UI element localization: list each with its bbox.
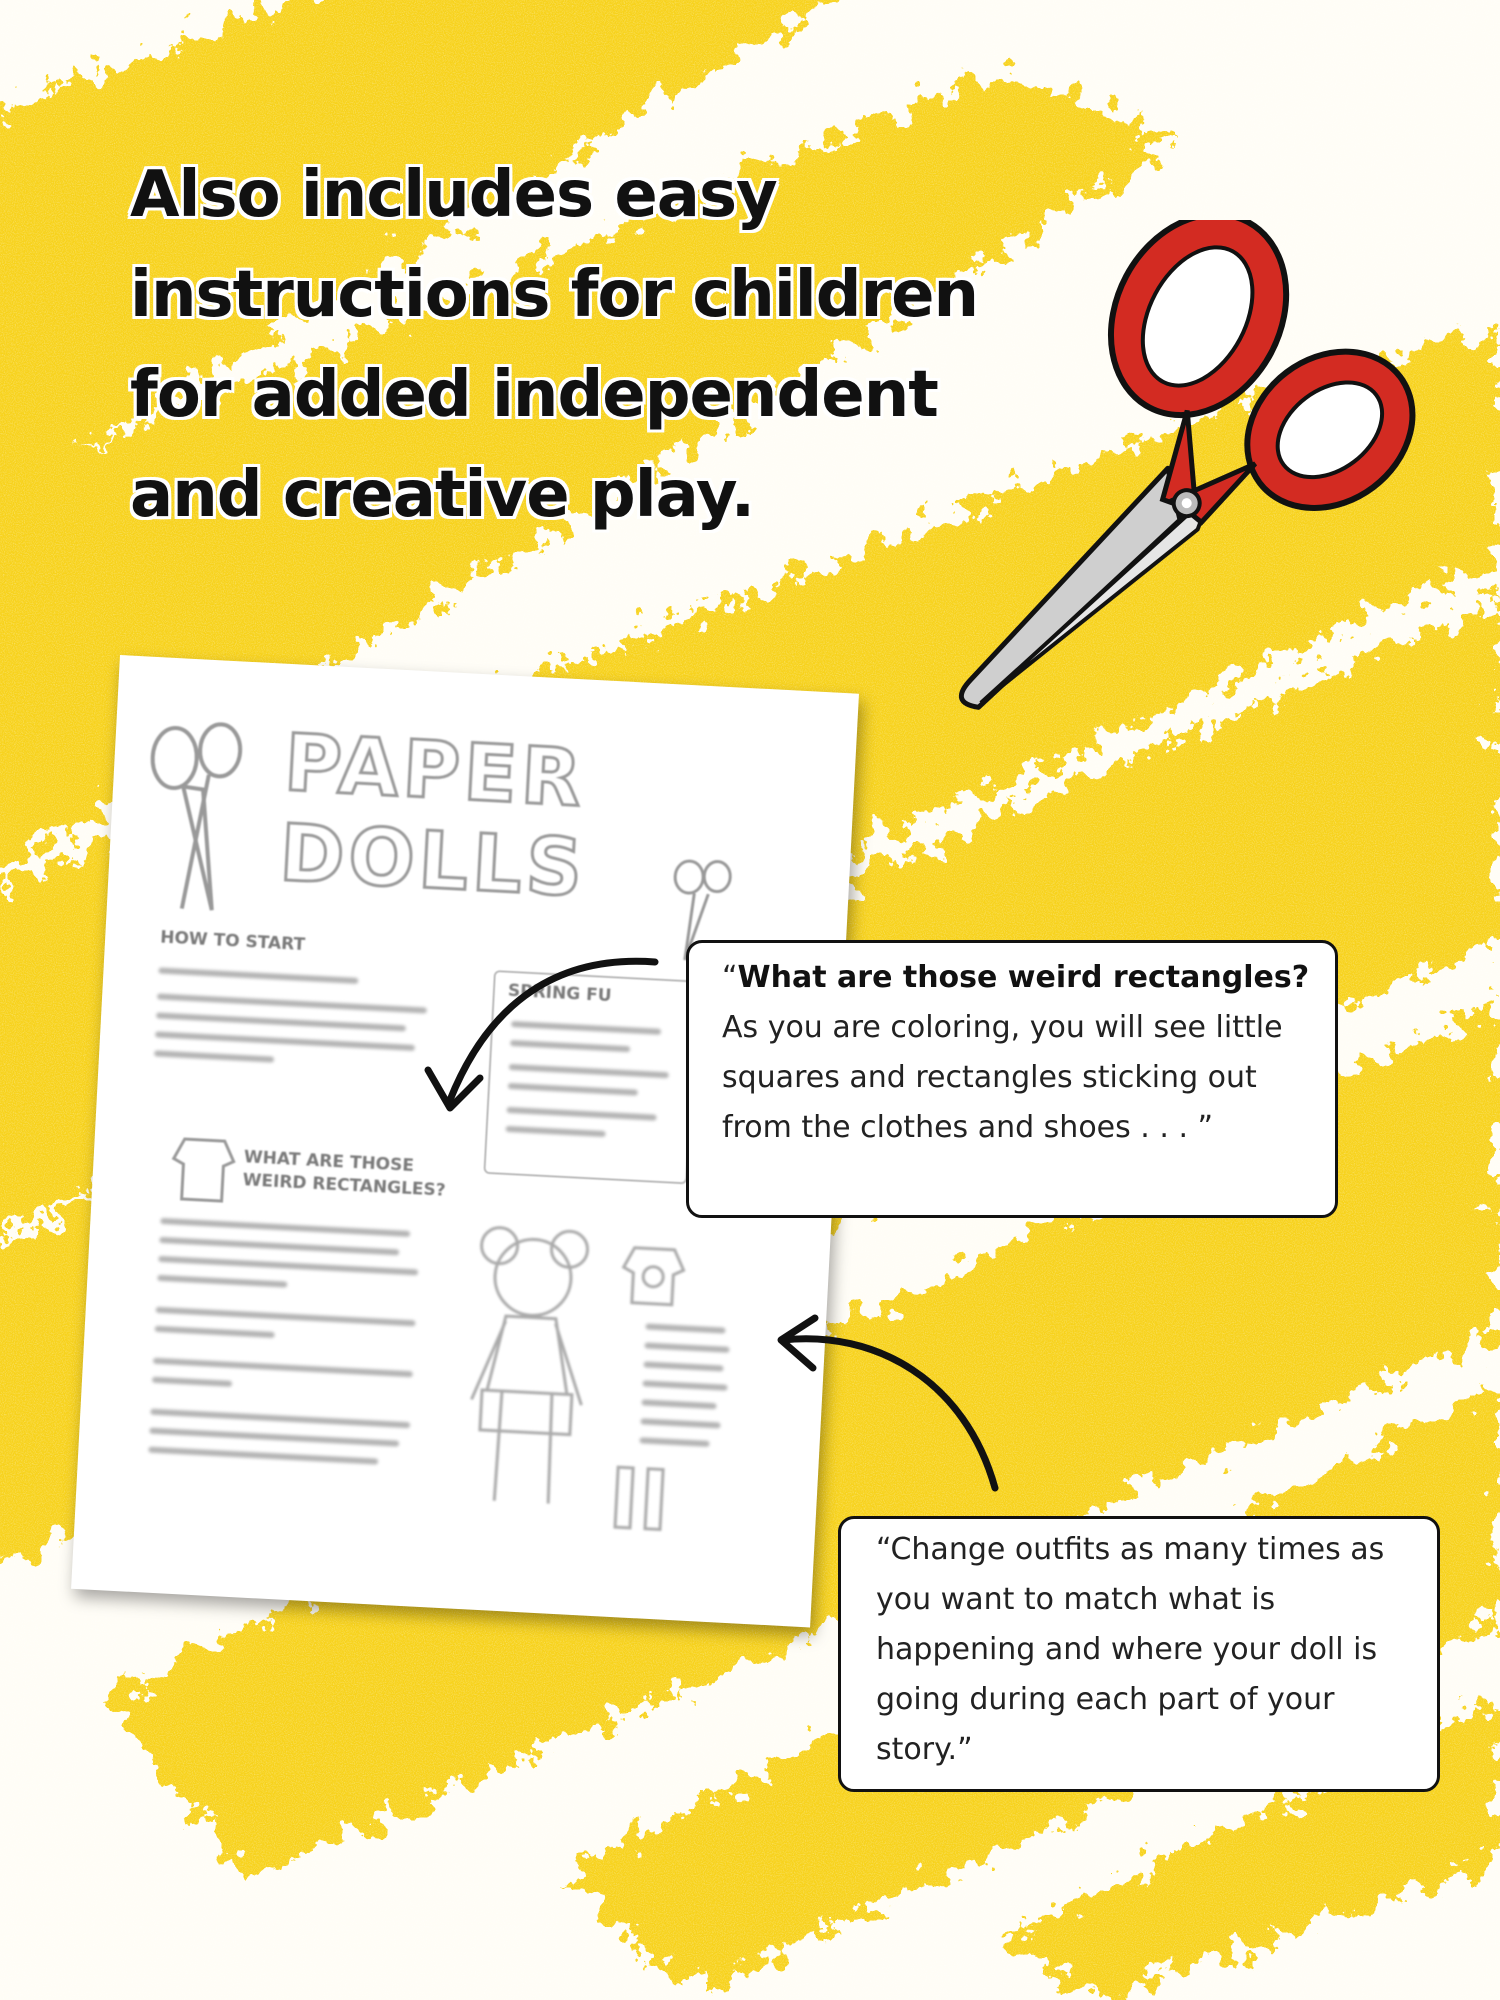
worksheet-text-lines-3 bbox=[148, 1218, 431, 1480]
worksheet-text-lines-1 bbox=[153, 967, 448, 1084]
worksheet-weird-rect-1: WHAT ARE THOSE bbox=[243, 1147, 415, 1177]
headline-line-2: instructions for children bbox=[130, 258, 979, 332]
callout-weird-rectangles-body: As you are coloring, you will see little squares and rectangles sticking out from the clothes and shoes . . . ” bbox=[722, 1010, 1283, 1145]
headline-line-4: and creative play. bbox=[130, 458, 754, 532]
worksheet-weird-rect-2: WEIRD RECTANGLES? bbox=[242, 1170, 447, 1201]
curved-arrow-icon-2 bbox=[765, 1310, 1015, 1500]
callout-heading-text: What are those weird rectangles? bbox=[737, 960, 1310, 995]
worksheet-spring-fun: SPRING FU bbox=[507, 980, 612, 1007]
headline-line-1: Also includes easy bbox=[130, 158, 777, 232]
worksheet-title-paper: PAPER bbox=[282, 718, 588, 825]
callout-change-outfits-body: “Change outfits as many times as you want to match what is happening and where your doll is going during each part of your story.” bbox=[876, 1532, 1385, 1767]
worksheet-text-lines-4 bbox=[639, 1323, 736, 1461]
curved-arrow-icon bbox=[410, 950, 670, 1120]
worksheet-title-dolls: DOLLS bbox=[277, 808, 589, 915]
headline-line-3: for added independent bbox=[130, 358, 938, 432]
headline bbox=[130, 145, 1090, 545]
open-quote: “ bbox=[722, 960, 738, 995]
callout-weird-rectangles bbox=[686, 940, 1338, 1218]
worksheet-shirt-icon bbox=[161, 1128, 245, 1212]
callout-weird-rectangles-heading bbox=[722, 953, 1313, 1003]
scissors-icon bbox=[950, 220, 1420, 800]
worksheet-scissors-icon bbox=[136, 716, 256, 921]
callout-change-outfits bbox=[838, 1516, 1440, 1792]
worksheet-how-to-start: HOW TO START bbox=[159, 927, 306, 956]
